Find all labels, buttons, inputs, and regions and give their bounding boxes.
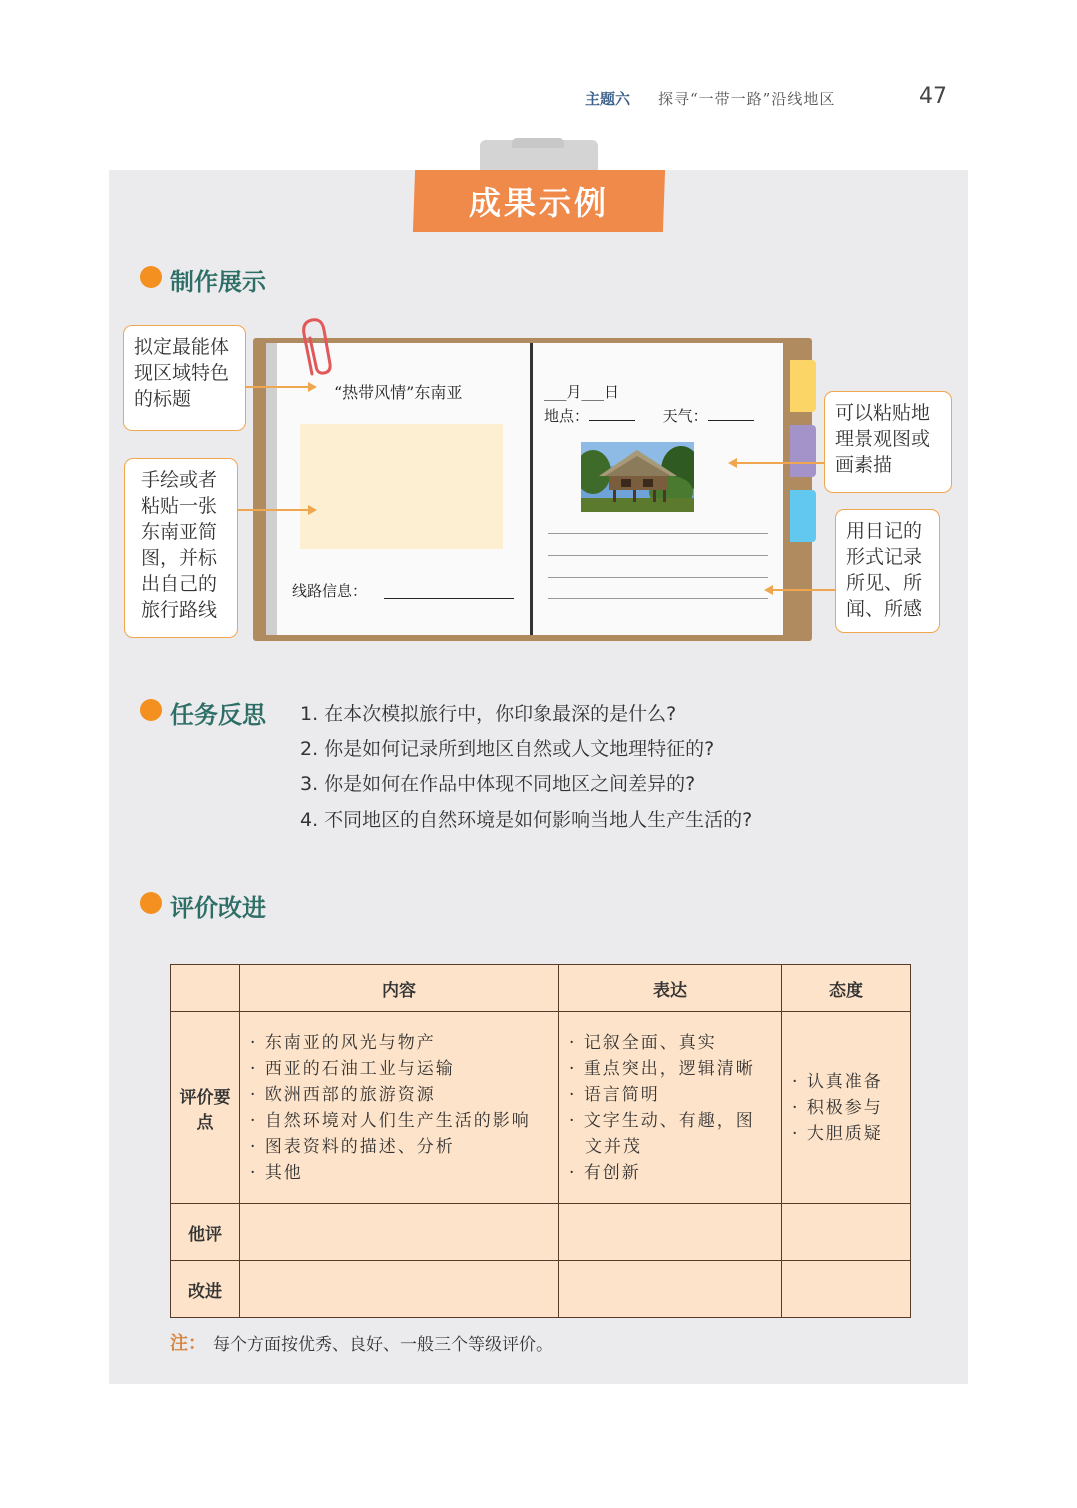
empty-cell [240,1204,559,1261]
empty-cell [559,1261,782,1318]
diary-date: ___月___日 [544,383,620,401]
section-title-reflection: 任务反思 [170,701,266,729]
diary-line [548,598,768,599]
section-title-evaluation: 评价改进 [170,894,266,922]
section-dot-icon [140,699,162,721]
arrow-line [246,386,308,388]
list-item: · 文字生动、有趣，图文并茂 [569,1110,755,1157]
callout-photo-tip: 可以粘贴地理景观图或画素描 [824,391,952,493]
empty-cell [782,1204,911,1261]
table-header-row [171,965,911,1012]
notebook-tab-purple [790,425,816,477]
weather-underline [708,420,754,421]
stilt-house-photo [581,442,694,512]
list-item: · 图表资料的描述、分析 [250,1136,455,1157]
callout-map-tip: 手绘或者粘贴一张东南亚简图，并标出自己的旅行路线 [124,458,238,638]
empty-cell [559,1204,782,1261]
note-label: 注： [170,1333,206,1354]
arrow-line [737,462,824,464]
chapter-title: 探寻“一带一路”沿线地区 [658,90,836,108]
question-item: 1. 在本次模拟旅行中，你印象最深的是什么? [300,703,677,725]
expression-criteria [559,1012,782,1204]
empty-cell [240,1261,559,1318]
list-item: · 大胆质疑 [792,1123,883,1144]
notebook-spine [530,343,533,635]
diary-line [548,577,768,578]
row-label-peer-review: 他评 [171,1204,240,1261]
page-number: 47 [919,84,947,109]
row-label-criteria: 评价要点 [171,1012,240,1204]
evaluation-table [170,964,911,1318]
map-placeholder [300,424,503,549]
route-label: 线路信息： [292,582,368,600]
list-item: · 积极参与 [792,1097,883,1118]
header-expression: 表达 [559,965,782,1012]
list-item: · 认真准备 [792,1071,883,1092]
attitude-criteria [782,1012,911,1204]
table-row [171,1261,911,1318]
banner-title: 成果示例 [468,184,609,222]
table-row [171,1012,911,1204]
diary-line [548,533,768,534]
notebook-tab-blue [790,490,816,542]
empty-cell [782,1261,911,1318]
diary-line [548,555,768,556]
section-dot-icon [140,892,162,914]
list-item: · 其他 [250,1162,303,1183]
section-title-showcase: 制作展示 [170,268,266,296]
note-text: 每个方面按优秀、良好、一般三个等级评价。 [213,1335,553,1355]
arrow-head-icon [308,382,317,392]
list-item: · 东南亚的风光与物产 [250,1032,436,1053]
place-label: 地点： [544,407,590,425]
list-item: · 有创新 [569,1162,641,1183]
list-item: · 记叙全面、真实 [569,1032,717,1053]
list-item: · 重点突出，逻辑清晰 [569,1058,755,1079]
list-item: · 欧洲西部的旅游资源 [250,1084,436,1105]
question-item: 3. 你是如何在作品中体现不同地区之间差异的? [300,773,696,795]
question-item: 2. 你是如何记录所到地区自然或人文地理特征的? [300,738,715,760]
arrow-head-icon [728,458,737,468]
paperclip-icon [300,318,336,380]
content-criteria [240,1012,559,1204]
list-item: · 西亚的石油工业与运输 [250,1058,455,1079]
notebook-tab-yellow [790,360,816,412]
header-content: 内容 [240,965,559,1012]
arrow-head-icon [308,505,317,515]
notebook-title: “热带风情”东南亚 [334,383,463,402]
list-item: · 自然环境对人们生产生活的影响 [250,1110,531,1131]
section-dot-icon [140,266,162,288]
diary-place-weather [544,405,754,426]
row-label-improvement: 改进 [171,1261,240,1318]
chapter-theme: 主题六 [585,90,631,108]
clip-tab-top [512,138,564,148]
table-corner [171,965,240,1012]
arrow-line [773,589,835,591]
route-underline [384,598,514,599]
table-row [171,1204,911,1261]
arrow-line [238,509,308,511]
place-underline [589,420,635,421]
weather-label: 天气： [662,407,708,425]
header-attitude: 态度 [782,965,911,1012]
question-item: 4. 不同地区的自然环境是如何影响当地人生产生活的? [300,809,753,831]
callout-diary-tip: 用日记的形式记录所见、所闻、所感 [835,509,940,633]
arrow-head-icon [764,585,773,595]
callout-title-tip: 拟定最能体现区域特色的标题 [123,325,246,431]
list-item: · 语言简明 [569,1084,660,1105]
